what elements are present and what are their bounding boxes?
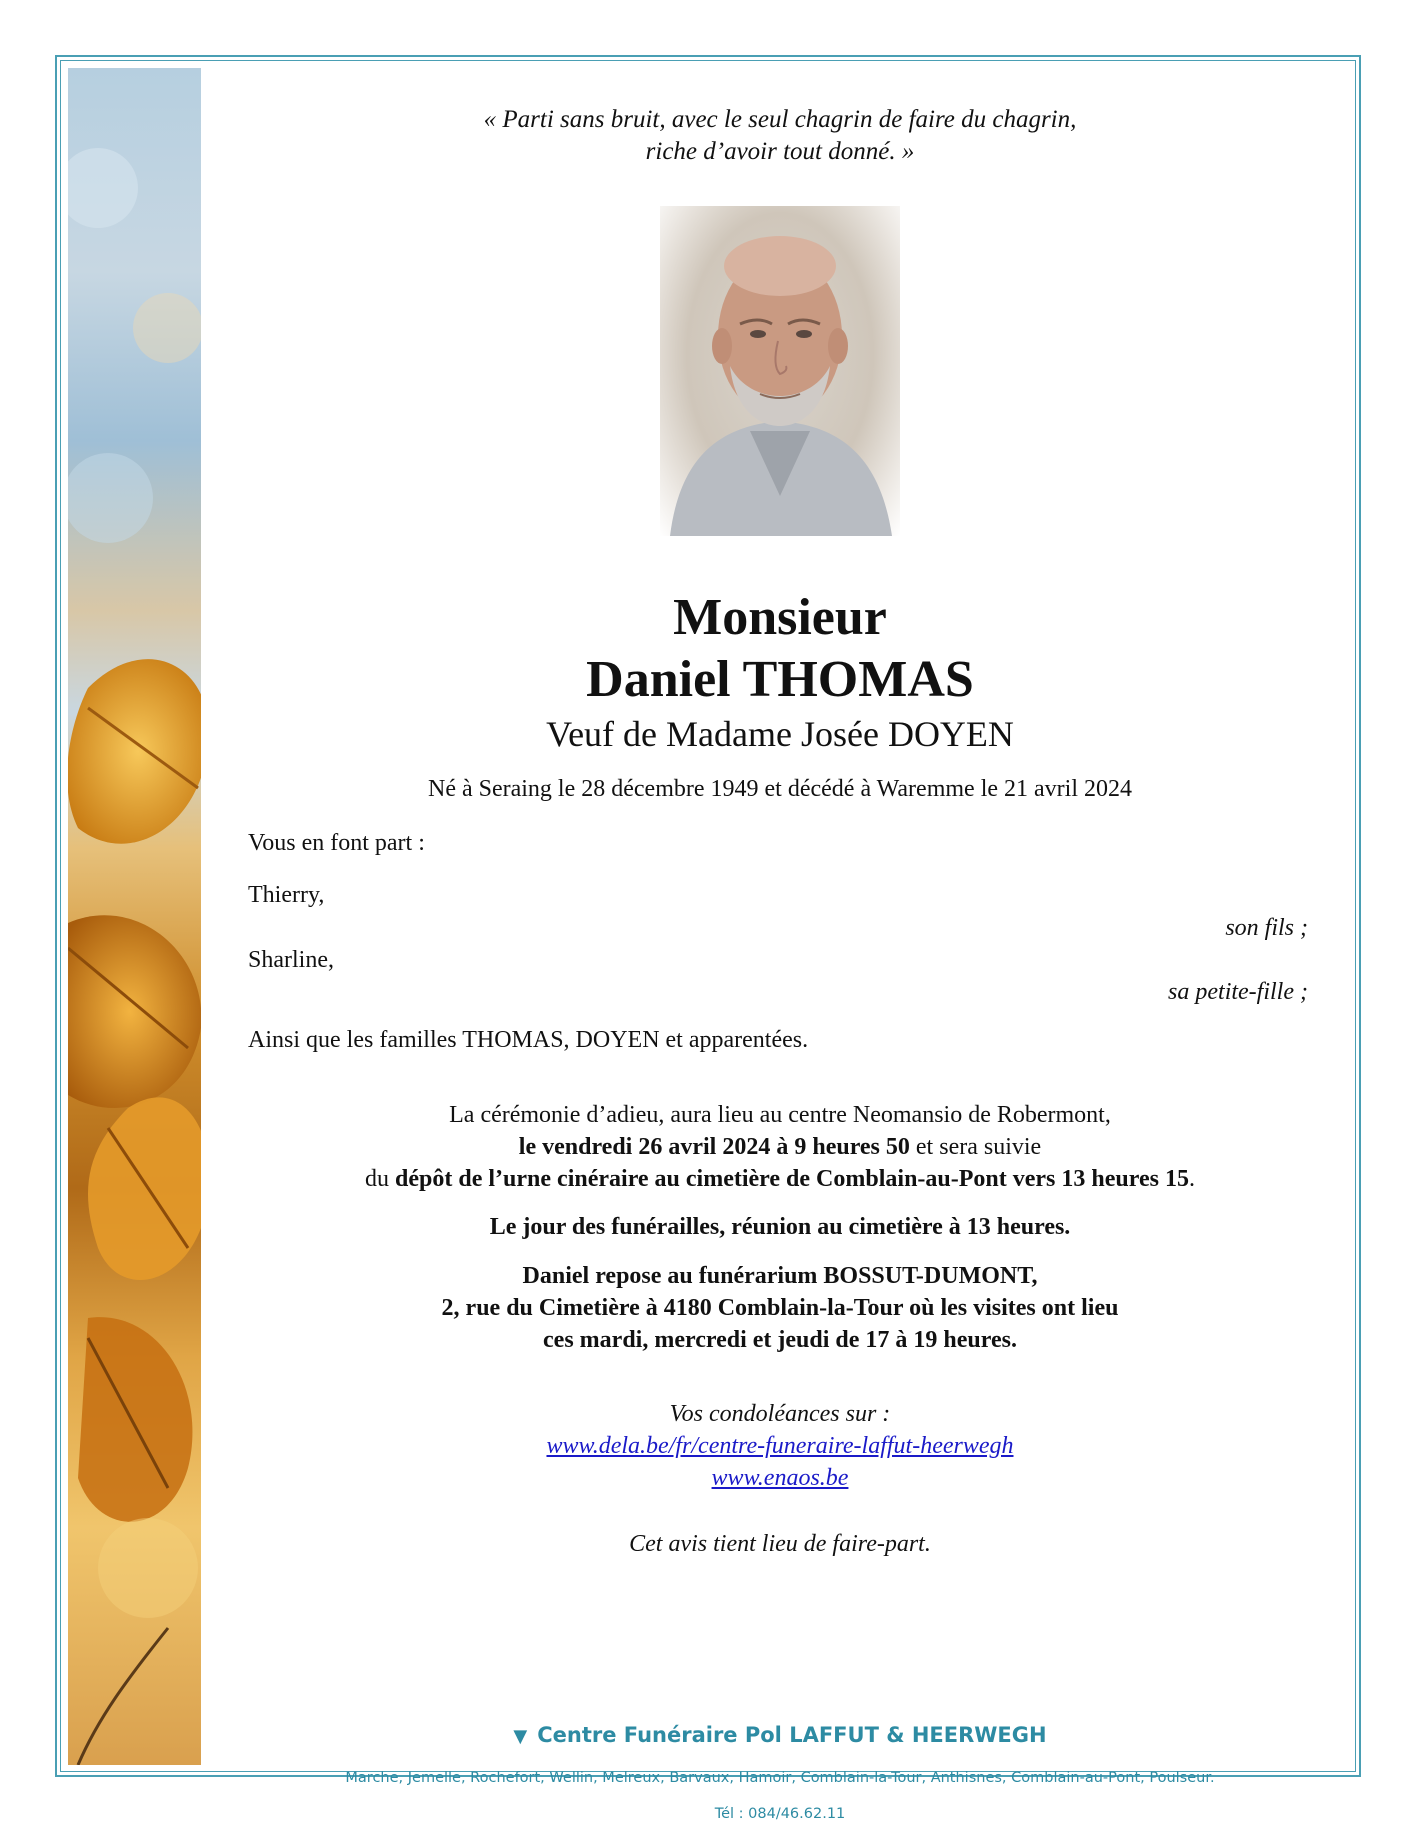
family-intro: Vous en font part :: [248, 830, 425, 856]
ceremony-line-3: [210, 1164, 1350, 1195]
autumn-leaves-image: [68, 68, 201, 1765]
ceremony-datetime: le vendredi 26 avril 2024 à 9 heures 50: [518, 1134, 910, 1160]
ceremony-line-2-rest: et sera suivie: [909, 1134, 1042, 1160]
condolences-link-enaos[interactable]: www.enaos.be: [711, 1465, 849, 1491]
notice-note: Cet avis tient lieu de faire-part.: [629, 1531, 931, 1557]
birth-death-dates: Né à Seraing le 28 décembre 1949 et décédé à Waremme le 21 avril 2024: [427, 776, 1132, 802]
funeral-home-name: [210, 1722, 1350, 1750]
quote-line-1: « Parti sans bruit, avec le seul chagrin de faire du chagrin,: [483, 106, 1077, 133]
family-member-relation: sa petite-fille ;: [1168, 979, 1308, 1005]
ceremony-line-2: [210, 1132, 1350, 1163]
ceremony-line-3-post: .: [1188, 1166, 1195, 1192]
funeral-meeting: Le jour des funérailles, réunion au cimetière à 13 heures.: [489, 1214, 1071, 1240]
family-others: Ainsi que les familles THOMAS, DOYEN et apparentées.: [248, 1027, 809, 1053]
condolences-link-dela[interactable]: www.dela.be/fr/centre-funeraire-laffut-heerwegh: [546, 1433, 1014, 1459]
ceremony-line-3-pre: du: [365, 1166, 396, 1192]
leaf-illustration: [68, 68, 201, 1765]
epigraph-quote: [210, 104, 1350, 168]
condolences-link-2-row: [210, 1463, 1350, 1494]
deceased-name: Daniel THOMAS: [586, 651, 974, 708]
funeral-home-phone: Tél : 084/46.62.11: [714, 1806, 846, 1822]
portrait-illustration: [660, 206, 900, 536]
quote-line-2: riche d’avoir tout donné. »: [645, 138, 915, 165]
triangle-down-icon: ▼: [513, 1726, 528, 1747]
urn-deposit-info: dépôt de l’urne cinéraire au cimetière de Comblain-au-Pont vers 13 heures 15: [395, 1166, 1189, 1192]
funeral-home-towns: Marche, Jemelle, Rochefort, Wellin, Melreux, Barvaux, Hamoir, Comblain-la-Tour, Anthisnes, Comblain-au-Pont, Poulseur.: [345, 1770, 1215, 1786]
family-member-name: Thierry,: [248, 882, 325, 908]
funerarium-line-3: ces mardi, mercredi et jeudi de 17 à 19 heures.: [543, 1327, 1017, 1353]
deceased-spouse: Veuf de Madame Josée DOYEN: [546, 714, 1014, 754]
condolences-label: Vos condoléances sur :: [669, 1401, 891, 1427]
family-member-name: Sharline,: [248, 947, 334, 973]
ceremony-line-1: La cérémonie d’adieu, aura lieu au centre Neomansio de Robermont,: [449, 1102, 1111, 1128]
funeral-home-name-text: Centre Funéraire Pol LAFFUT & HEERWEGH: [537, 1723, 1047, 1747]
deceased-title: Monsieur: [673, 589, 887, 646]
funerarium-line-2: 2, rue du Cimetière à 4180 Comblain-la-Tour où les visites ont lieu: [441, 1295, 1119, 1321]
condolences-link-1-row: [210, 1431, 1350, 1462]
funerarium-line-1: Daniel repose au funérarium BOSSUT-DUMONT,: [522, 1263, 1038, 1289]
portrait-photo: [660, 206, 900, 536]
family-member-relation: son fils ;: [1225, 915, 1308, 941]
